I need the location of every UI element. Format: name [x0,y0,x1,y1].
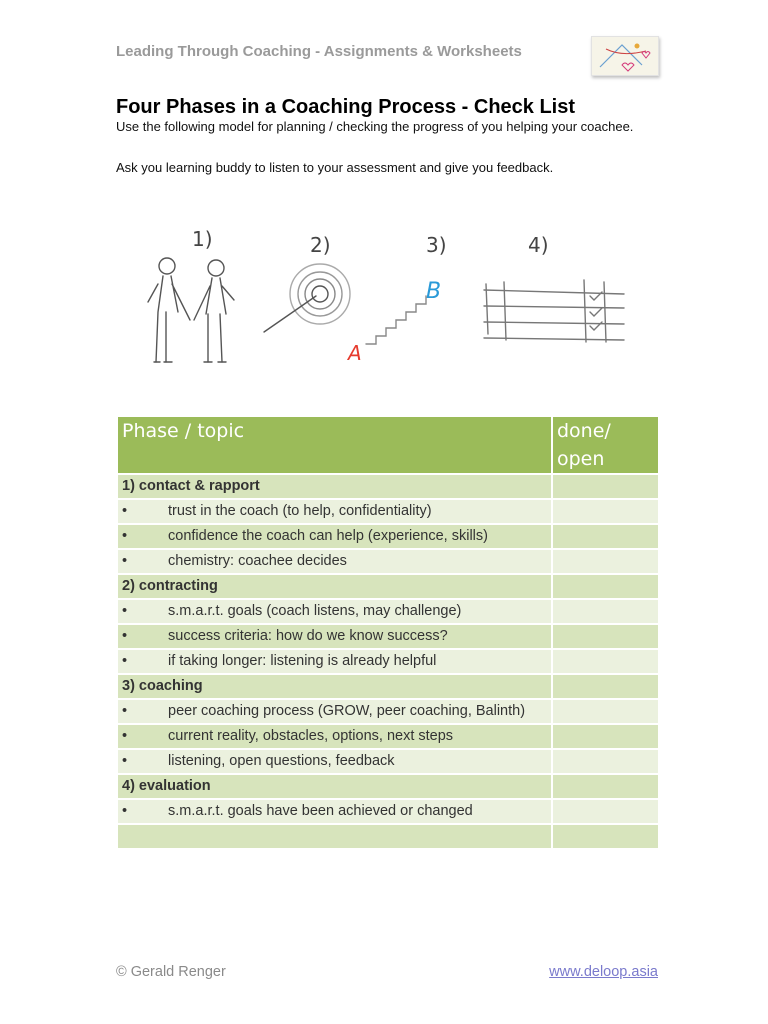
phase-cell: 3) coaching [117,674,552,699]
bullet-icon: • [122,803,128,819]
phase-row [117,674,659,699]
item-cell [117,624,552,649]
item-text: trust in the coach (to help, confidentiality) [168,503,432,519]
status-cell[interactable] [552,574,659,599]
marker-b: B [426,279,442,304]
column-header-topic: Phase / topic [117,416,552,474]
table-row [117,524,659,549]
bullet-icon: • [122,753,128,769]
bullet-icon: • [122,503,128,519]
item-text: if taking longer: listening is already helpful [168,653,437,669]
target-drawing [264,264,350,332]
item-text: chemistry: coachee decides [168,553,347,569]
logo [591,36,659,76]
status-cell[interactable] [552,699,659,724]
table-row [117,699,659,724]
item-text: success criteria: how do we know success? [168,628,448,644]
header-title: Leading Through Coaching - Assignments & Worksheets [116,43,522,60]
copyright-text: © Gerald Renger [116,964,226,980]
status-cell[interactable] [552,499,659,524]
item-text: s.m.a.r.t. goals (coach listens, may challenge) [168,603,462,619]
checklist-table [116,415,660,850]
phase-cell: 1) contact & rapport [117,474,552,499]
item-text: peer coaching process (GROW, peer coaching, Balinth) [168,703,526,719]
status-cell[interactable] [552,774,659,799]
status-cell[interactable] [552,749,659,774]
status-cell[interactable] [552,674,659,699]
phase-row [117,574,659,599]
bullet-icon: • [122,528,128,544]
status-cell[interactable] [552,549,659,574]
status-header-line2: open [557,448,605,470]
status-cell[interactable] [552,524,659,549]
bullet-icon: • [122,603,128,619]
table-row [117,499,659,524]
table-row [117,724,659,749]
item-cell [117,649,552,674]
table-row [117,624,659,649]
phase-cell: 4) evaluation [117,774,552,799]
item-cell [117,499,552,524]
table-row [117,549,659,574]
bullet-icon: • [122,703,128,719]
status-cell[interactable] [552,649,659,674]
status-header-line1: done/ [557,420,611,442]
item-cell [117,524,552,549]
table-row [117,824,659,849]
table-row [117,799,659,824]
checklist-body [117,474,659,849]
status-cell[interactable] [552,799,659,824]
item-text: current reality, obstacles, options, next steps [168,728,454,744]
checklist-drawing [484,280,624,342]
instruction-text: Ask you learning buddy to listen to your assessment and give you feedback. [116,160,554,175]
item-text: listening, open questions, feedback [168,753,395,769]
bullet-icon: • [122,553,128,569]
handshake-figures [148,258,234,362]
item-text: confidence the coach can help (experience, skills) [168,528,488,544]
logo-drawing [592,37,658,75]
phase-row [117,474,659,499]
status-cell[interactable] [552,624,659,649]
column-header-status [552,416,659,474]
status-cell[interactable] [552,599,659,624]
item-text: s.m.a.r.t. goals have been achieved or changed [168,803,473,819]
page-title: Four Phases in a Coaching Process - Check List [116,96,576,118]
item-cell [117,699,552,724]
phase-2-label: 2) [310,233,331,257]
phase-1-label: 1) [192,227,213,251]
table-row [117,649,659,674]
phase-cell: 2) contracting [117,574,552,599]
website-link[interactable]: www.deloop.asia [549,964,658,980]
empty-cell [117,824,552,849]
steps-drawing [366,296,426,344]
status-cell[interactable] [552,824,659,849]
item-cell [117,724,552,749]
item-cell [117,749,552,774]
intro-text: Use the following model for planning / checking the progress of you helping your coachee. [116,119,634,134]
item-cell [117,599,552,624]
item-cell [117,799,552,824]
coaching-phases-illustration [130,222,640,382]
phase-4-label: 4) [528,233,549,257]
table-row [117,749,659,774]
bullet-icon: • [122,628,128,644]
marker-a: A [348,341,362,365]
table-row [117,599,659,624]
bullet-icon: • [122,728,128,744]
phase-3-label: 3) [426,233,447,257]
item-cell [117,549,552,574]
status-cell[interactable] [552,724,659,749]
phase-row [117,774,659,799]
bullet-icon: • [122,653,128,669]
status-cell[interactable] [552,474,659,499]
